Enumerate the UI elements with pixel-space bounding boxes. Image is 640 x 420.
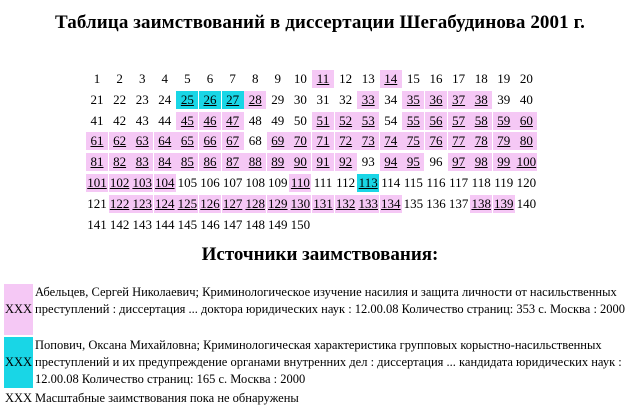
page-number-131[interactable]: 131	[313, 195, 333, 211]
page-number-87[interactable]: 87	[222, 153, 244, 171]
page-number-68: 68	[248, 133, 262, 149]
page-number-76[interactable]: 76	[425, 132, 447, 150]
page-number-38[interactable]: 38	[470, 91, 492, 109]
page-number-19: 19	[497, 71, 511, 86]
page-number-59[interactable]: 59	[493, 112, 515, 130]
page-number-145: 145	[177, 216, 198, 232]
page-number-96: 96	[429, 154, 443, 170]
page-number-12: 12	[339, 71, 353, 86]
page-number-133[interactable]: 133	[358, 195, 378, 211]
page-number-54: 54	[384, 112, 398, 128]
page-number-147: 147	[222, 216, 243, 232]
page-number-58[interactable]: 58	[470, 112, 492, 130]
page-number-142: 142	[109, 216, 130, 232]
page-number-92[interactable]: 92	[335, 153, 357, 171]
page-number-89[interactable]: 89	[267, 153, 289, 171]
page-number-83[interactable]: 83	[131, 153, 153, 171]
page-number-77[interactable]: 77	[448, 132, 470, 150]
page-number-114: 114	[381, 175, 401, 190]
page-number-11[interactable]: 11	[312, 70, 334, 88]
page-number-128[interactable]: 128	[245, 195, 265, 211]
page-number-63[interactable]: 63	[131, 132, 153, 150]
page-number-36[interactable]: 36	[425, 91, 447, 109]
page-number-29: 29	[271, 91, 285, 107]
page-number-50: 50	[293, 112, 307, 128]
page-number-64[interactable]: 64	[154, 132, 176, 150]
page-number-70[interactable]: 70	[289, 132, 311, 150]
page-number-23: 23	[135, 91, 149, 107]
page-number-112: 112	[336, 175, 356, 190]
page-number-122[interactable]: 122	[109, 195, 130, 211]
page-number-57[interactable]: 57	[448, 112, 470, 130]
page-number-110[interactable]: 110	[290, 175, 310, 190]
page-number-105: 105	[177, 175, 198, 190]
page-number-40: 40	[519, 91, 533, 107]
page-number-55[interactable]: 55	[402, 112, 424, 130]
page-number-62[interactable]: 62	[109, 132, 131, 150]
page-number-20: 20	[519, 71, 533, 86]
page-number-14[interactable]: 14	[380, 70, 402, 88]
page-number-26[interactable]: 26	[199, 91, 221, 109]
page-number-49: 49	[271, 112, 285, 128]
page-number-116: 116	[426, 175, 446, 190]
page-number-79[interactable]: 79	[493, 132, 515, 150]
page-number-15: 15	[406, 71, 420, 86]
page-number-10: 10	[293, 71, 307, 86]
page-number-48: 48	[248, 112, 262, 128]
page-number-72[interactable]: 72	[335, 132, 357, 150]
page-number-103[interactable]: 103	[132, 175, 152, 190]
page-number-113[interactable]: 113	[358, 175, 378, 190]
page-number-37[interactable]: 37	[448, 91, 470, 109]
page-number-138[interactable]: 138	[471, 195, 491, 211]
page-number-115: 115	[403, 175, 423, 190]
page-number-100[interactable]: 100	[516, 154, 537, 170]
page-number-125[interactable]: 125	[177, 195, 198, 211]
page-number-97[interactable]: 97	[448, 153, 470, 171]
source-text-1: Абельцев, Сергей Николаевич; Криминологическое изучение насилия и защита личности от насильственных преступлений : диссертация ... доктора юридических наук : 12.00.08 Количество страниц: 353 с. Москва : 2000	[35, 285, 626, 316]
page-number-78[interactable]: 78	[470, 132, 492, 150]
page-number-111: 111	[313, 175, 333, 190]
page-number-127[interactable]: 127	[222, 195, 243, 211]
page-number-94[interactable]: 94	[380, 153, 402, 171]
page-number-3: 3	[138, 71, 146, 86]
page-number-35[interactable]: 35	[402, 91, 424, 109]
page-number-56[interactable]: 56	[425, 112, 447, 130]
page-number-104[interactable]: 104	[155, 175, 175, 190]
page-number-88[interactable]: 88	[244, 153, 266, 171]
page-number-85[interactable]: 85	[176, 153, 198, 171]
page-number-28[interactable]: 28	[244, 91, 266, 109]
page-number-17: 17	[452, 71, 466, 86]
page-number-21: 21	[90, 91, 104, 107]
page-number-25[interactable]: 25	[176, 91, 198, 109]
page-number-22: 22	[113, 91, 127, 107]
page-number-146: 146	[200, 216, 220, 232]
page-number-67[interactable]: 67	[222, 132, 244, 150]
source-tag-2: XXX	[4, 337, 33, 388]
page-number-121: 121	[87, 195, 107, 211]
page-number-47[interactable]: 47	[222, 112, 244, 130]
page-number-74[interactable]: 74	[380, 132, 402, 150]
page-number-126[interactable]: 126	[200, 195, 220, 211]
page-number-102[interactable]: 102	[109, 175, 130, 190]
page-number-91[interactable]: 91	[312, 153, 334, 171]
page-number-46[interactable]: 46	[199, 112, 221, 130]
page-number-99[interactable]: 99	[493, 153, 515, 171]
page-number-30: 30	[293, 91, 307, 107]
page-number-4: 4	[161, 71, 169, 86]
page-number-9: 9	[274, 71, 282, 86]
page-number-149: 149	[268, 216, 288, 232]
page-number-107: 107	[222, 175, 243, 190]
page-number-75[interactable]: 75	[402, 132, 424, 150]
source-tag-3: XXX	[5, 391, 33, 405]
page-number-135: 135	[403, 195, 424, 211]
page-number-101[interactable]: 101	[87, 175, 107, 190]
page-number-52[interactable]: 52	[335, 112, 357, 130]
page-number-150: 150	[290, 216, 311, 232]
source-item-1	[4, 284, 636, 335]
page-number-120: 120	[516, 175, 537, 190]
page-number-31: 31	[316, 91, 330, 107]
page-number-139[interactable]: 139	[494, 195, 514, 211]
page-number-144: 144	[155, 216, 175, 232]
page-number-119: 119	[494, 175, 514, 190]
page-number-42: 42	[113, 112, 127, 128]
page-number-129[interactable]: 129	[268, 195, 288, 211]
page-number-134[interactable]: 134	[381, 195, 401, 211]
page-number-80[interactable]: 80	[515, 132, 537, 150]
page-number-60[interactable]: 60	[515, 112, 537, 130]
page-number-117: 117	[449, 175, 469, 190]
page-number-81[interactable]: 81	[86, 153, 108, 171]
page-number-95[interactable]: 95	[402, 153, 424, 171]
page-number-24: 24	[158, 91, 172, 107]
page-number-132[interactable]: 132	[335, 195, 356, 211]
page-number-84[interactable]: 84	[154, 153, 176, 171]
page-number-106: 106	[200, 175, 220, 190]
page-number-8: 8	[251, 71, 259, 86]
page-number-143: 143	[132, 216, 152, 232]
source-text-3: Масштабные заимствования пока не обнаружены	[35, 391, 299, 405]
page-number-32: 32	[339, 91, 353, 107]
page-number-61[interactable]: 61	[86, 132, 108, 150]
sources-heading: Источники заимствования:	[201, 244, 439, 265]
page-number-90[interactable]: 90	[289, 153, 311, 171]
source-item-3	[4, 390, 636, 407]
page-number-34: 34	[384, 91, 398, 107]
page-number-82[interactable]: 82	[109, 153, 131, 171]
page-number-33[interactable]: 33	[357, 91, 379, 109]
page-number-53[interactable]: 53	[357, 112, 379, 130]
page-number-5: 5	[184, 71, 191, 86]
page-number-123[interactable]: 123	[132, 195, 152, 211]
page-number-137: 137	[448, 195, 469, 211]
page-number-98[interactable]: 98	[470, 153, 492, 171]
page-number-93: 93	[361, 154, 375, 170]
source-item-2	[4, 337, 636, 388]
page-number-6: 6	[206, 71, 214, 86]
page-number-27[interactable]: 27	[222, 91, 244, 109]
page-grid	[0, 70, 640, 232]
page-number-108: 108	[245, 175, 265, 190]
page-number-141: 141	[87, 216, 107, 232]
page-number-18: 18	[474, 71, 488, 86]
page-number-140: 140	[516, 195, 537, 211]
page-number-69[interactable]: 69	[267, 132, 289, 150]
page-number-130[interactable]: 130	[290, 195, 311, 211]
page-number-148: 148	[245, 216, 265, 232]
page-number-13: 13	[361, 71, 375, 86]
source-tag-1: XXX	[4, 284, 33, 335]
page-number-43: 43	[135, 112, 149, 128]
page-number-86[interactable]: 86	[199, 153, 221, 171]
page-number-39: 39	[497, 91, 511, 107]
page-number-7: 7	[229, 71, 236, 86]
page-number-71[interactable]: 71	[312, 132, 334, 150]
page-number-1: 1	[93, 71, 101, 86]
page-number-118: 118	[471, 175, 491, 190]
page-number-41: 41	[90, 112, 104, 128]
page-number-124[interactable]: 124	[155, 195, 175, 211]
source-text-2: Попович, Оксана Михайловна; Криминологическая характеристика групповых корыстно-насильственных преступлений и их предупреждение органами внутренних дел : диссертация ... кандидата юридических наук : 12.00.08 Количество страниц: 165 с. Москва : 2000	[35, 338, 622, 386]
page-number-65[interactable]: 65	[176, 132, 198, 150]
page-number-51[interactable]: 51	[312, 112, 334, 130]
page-number-109: 109	[268, 175, 288, 190]
page-number-45[interactable]: 45	[176, 112, 198, 130]
page-number-2: 2	[116, 71, 123, 86]
page-number-73[interactable]: 73	[357, 132, 379, 150]
page-number-16: 16	[429, 71, 443, 86]
page-number-66[interactable]: 66	[199, 132, 221, 150]
page-number-44: 44	[158, 112, 172, 128]
page-number-136: 136	[426, 195, 446, 211]
page-title: Таблица заимствований в диссертации Шегабудинова 2001 г.	[54, 12, 586, 33]
